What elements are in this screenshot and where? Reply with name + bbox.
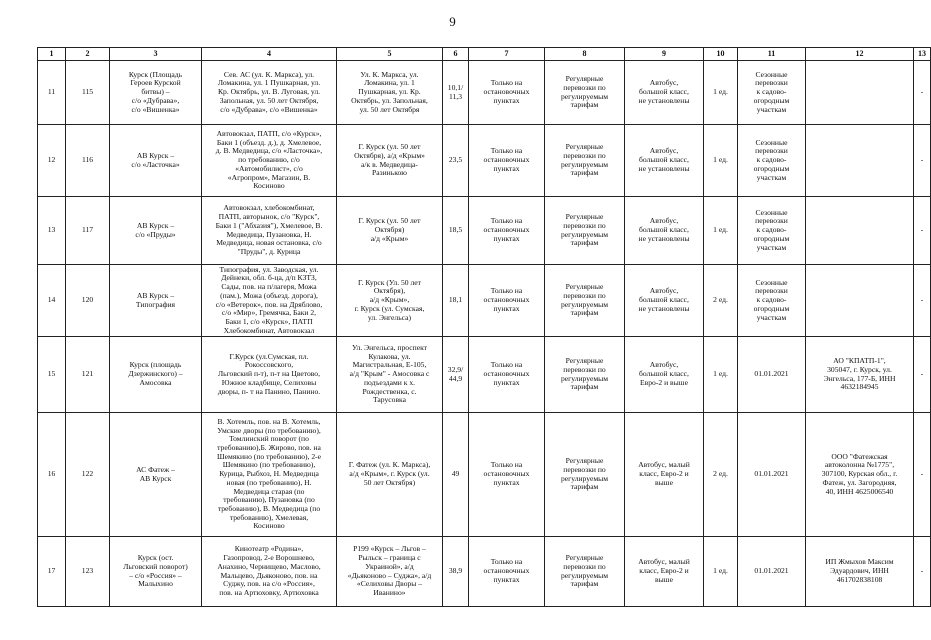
column-number: 9	[625, 48, 704, 61]
streets-roads	[337, 413, 443, 537]
boarding-procedure	[469, 413, 545, 537]
route-name	[110, 61, 202, 125]
column-number: 10	[704, 48, 738, 61]
route-number	[66, 61, 110, 125]
row-number	[38, 197, 66, 265]
stops-list-text: В. Хотемль, пов. на В. Хотемль, Умские дворы (по требованию), Томлинский поворот (по требованию),Б. Жирово, пов. на Шемякино (по требованию), 2-е Шемякино (по требованию), Курица, Рыбхоз, Н. Медведица новая (по требованию), Н. Медведица старая (по требованию), Пузановка (по требованию), В. Медведица (по требованию), Хмелевая, Косиново	[216, 416, 322, 531]
vehicle-class	[625, 125, 704, 197]
route-name-text: Курск (площадь Дзержинского) – Амосовка	[128, 360, 183, 387]
vehicle-count-text: 1 ед.	[713, 87, 728, 97]
notes-text: -	[920, 155, 924, 165]
streets-roads-text: Г. Курск (Ул. 50 лет Октября), а/д «Крым», г. Курск (ул. Сумская, ул. Энгельса)	[354, 277, 425, 322]
row-number-text: 13	[47, 225, 56, 235]
transport-type-text: Регулярные перевозки по регулируемым тарифам	[560, 74, 609, 110]
route-name	[110, 337, 202, 413]
column-number: 11	[738, 48, 806, 61]
streets-roads	[337, 125, 443, 197]
start-date	[738, 337, 806, 413]
vehicle-class-text: Автобус, большой класс, не установлены	[638, 146, 690, 173]
route-number	[66, 337, 110, 413]
row-number-text: 12	[47, 155, 56, 165]
transport-type-text: Регулярные перевозки по регулируемым тарифам	[560, 282, 609, 318]
carrier-info	[806, 61, 914, 125]
notes	[914, 537, 931, 607]
route-name-text: АВ Курск – Типография	[135, 290, 176, 309]
column-number: 2	[66, 48, 110, 61]
row-number	[38, 413, 66, 537]
transport-type	[545, 337, 625, 413]
vehicle-class-text: Автобус, малый класс, Евро-2 и выше	[638, 557, 690, 584]
carrier-info	[806, 125, 914, 197]
route-length	[443, 337, 469, 413]
route-number-text: 123	[81, 566, 94, 576]
route-length-text: 18,5	[448, 225, 463, 235]
table-row	[38, 61, 931, 125]
stops-list-text: Автовокзал, ПАТП, с/о «Курск», Баки 1 (объезд. д.), д. Хмелевое, д. В. Медведица, с/о «Ласточка», по требованию, с/о «Автомобилист», с/о «Агропром», Магазин, В. Косиново	[215, 128, 323, 191]
vehicle-count	[704, 413, 738, 537]
stops-list	[202, 337, 337, 413]
table-row	[38, 125, 931, 197]
row-number	[38, 337, 66, 413]
routes-table	[37, 47, 931, 607]
vehicle-count	[704, 197, 738, 265]
route-name	[110, 413, 202, 537]
stops-list	[202, 265, 337, 337]
route-length	[443, 265, 469, 337]
route-number	[66, 125, 110, 197]
vehicle-count-text: 1 ед.	[713, 225, 728, 235]
streets-roads	[337, 337, 443, 413]
route-name	[110, 537, 202, 607]
start-date-text: Сезонные перевозки к садово- огородным участкам	[753, 69, 790, 114]
route-length	[443, 61, 469, 125]
table-row	[38, 197, 931, 265]
start-date-text: Сезонные перевозки к садово- огородным участкам	[753, 277, 790, 322]
transport-type-text: Регулярные перевозки по регулируемым тарифам	[560, 212, 609, 248]
boarding-procedure	[469, 537, 545, 607]
row-number-text: 17	[47, 566, 56, 576]
boarding-procedure-text: Только на остановочных пунктах	[483, 460, 530, 487]
transport-type	[545, 413, 625, 537]
table-row	[38, 413, 931, 537]
column-number-row	[38, 48, 931, 61]
row-number	[38, 537, 66, 607]
vehicle-count-text: 2 ед.	[713, 295, 728, 305]
streets-roads-text: Г. Курск (ул. 50 лет Октября), а/д «Крым» а/к в. Медведица- Разинькою	[354, 142, 425, 178]
route-length-text: 10,1/ 11,3	[447, 82, 464, 101]
notes-text: -	[920, 87, 924, 97]
vehicle-class	[625, 197, 704, 265]
start-date	[738, 125, 806, 197]
start-date-text: 01.01.2021	[754, 469, 789, 479]
route-number	[66, 265, 110, 337]
column-number: 13	[914, 48, 931, 61]
row-number	[38, 265, 66, 337]
carrier-info	[806, 265, 914, 337]
start-date	[738, 265, 806, 337]
route-length-text: 38,9	[448, 566, 463, 576]
vehicle-class-text: Автобус, большой класс, не установлены	[638, 286, 690, 313]
streets-roads	[337, 61, 443, 125]
route-length	[443, 537, 469, 607]
route-number-text: 117	[81, 225, 94, 235]
carrier-info	[806, 537, 914, 607]
route-number-text: 116	[81, 155, 94, 165]
notes	[914, 197, 931, 265]
route-length	[443, 197, 469, 265]
route-number-text: 121	[81, 369, 94, 379]
vehicle-class	[625, 265, 704, 337]
stops-list-text: Автовокзал, хлебокомбинат, ПАТП, авторынок, с/о "Курск", Баки 1 ("Абхазия"), Хмелевое, В. Медведица, Пузановка, Н. Медведица, новая остановка, с/о "Пруды", д. Курица	[215, 203, 323, 256]
column-number: 1	[38, 48, 66, 61]
notes-text: -	[920, 566, 924, 576]
stops-list	[202, 197, 337, 265]
boarding-procedure	[469, 61, 545, 125]
vehicle-class	[625, 337, 704, 413]
boarding-procedure-text: Только на остановочных пунктах	[483, 360, 530, 387]
vehicle-count	[704, 125, 738, 197]
boarding-procedure-text: Только на остановочных пунктах	[483, 557, 530, 584]
start-date-text: Сезонные перевозки к садово- огородным участкам	[753, 207, 790, 252]
stops-list	[202, 61, 337, 125]
column-number: 3	[110, 48, 202, 61]
vehicle-count-text: 1 ед.	[713, 155, 728, 165]
vehicle-class-text: Автобус, большой класс, Евро-2 и выше	[639, 360, 689, 387]
boarding-procedure-text: Только на остановочных пунктах	[483, 78, 530, 105]
transport-type-text: Регулярные перевозки по регулируемым тарифам	[560, 356, 609, 392]
boarding-procedure-text: Только на остановочных пунктах	[483, 286, 530, 313]
route-name-text: АВ Курск – с/о «Пруды»	[135, 220, 176, 239]
vehicle-count	[704, 265, 738, 337]
row-number	[38, 61, 66, 125]
vehicle-class	[625, 61, 704, 125]
start-date	[738, 413, 806, 537]
vehicle-class	[625, 413, 704, 537]
transport-type	[545, 61, 625, 125]
stops-list-text: Г.Курск (ул.Сумская, пл. Рокоссовского, Льговский п-т), п-т на Цветово, Южное кладбище, Селиховы дворы, п- т на Панино, Панино.	[217, 351, 321, 396]
streets-roads-text: Г. Курск (ул. 50 лет Октября) а/д «Крым»	[358, 216, 421, 243]
route-name-text: АС Фатеж – АВ Курск	[136, 464, 175, 483]
route-number	[66, 537, 110, 607]
vehicle-count-text: 1 ед.	[713, 369, 728, 379]
vehicle-count	[704, 61, 738, 125]
boarding-procedure-text: Только на остановочных пунктах	[483, 146, 530, 173]
row-number-text: 15	[47, 369, 56, 379]
stops-list	[202, 413, 337, 537]
notes	[914, 265, 931, 337]
page-number: 9	[449, 14, 456, 29]
boarding-procedure	[469, 337, 545, 413]
carrier-info-text: ООО "Фатежская автоколонна №1775", 307100, Курская обл., г. Фатеж, ул. Загородняя, 40, ИНН 4625006540	[821, 451, 898, 496]
vehicle-count-text: 1 ед.	[713, 566, 728, 576]
vehicle-class	[625, 537, 704, 607]
start-date-text: Сезонные перевозки к садово- огородным участкам	[753, 137, 790, 182]
route-number-text: 122	[81, 469, 94, 479]
route-length-text: 49	[451, 469, 460, 479]
column-number: 12	[806, 48, 914, 61]
carrier-info-text: ИП Жмыхов Максим Эдуардович, ИНН 461702838108	[825, 557, 894, 584]
notes-text: -	[920, 469, 924, 479]
row-number-text: 16	[47, 469, 56, 479]
start-date-text: 01.01.2021	[754, 566, 789, 576]
notes-text: -	[920, 295, 924, 305]
streets-roads-text: Ул. Энгельса, проспект Кулакова, ул. Магистральная, Е-105, а/д "Крым" - Амосовка с подъездами к х. Рождественка, с. Тарусовка	[349, 342, 430, 405]
route-number-text: 115	[81, 87, 94, 97]
carrier-info	[806, 413, 914, 537]
table-row	[38, 265, 931, 337]
carrier-info	[806, 337, 914, 413]
route-name-text: Курск (ост. Льговский поворот) – с/о «Россия» – Малыхино	[123, 553, 188, 589]
stops-list	[202, 537, 337, 607]
streets-roads-text: Р199 «Курск – Льгов – Рыльск – граница с Украиной», а/д «Дьяконово – Суджа», а/д «Селиховы Дворы – Иванино»	[347, 544, 432, 597]
transport-type-text: Регулярные перевозки по регулируемым тарифам	[560, 456, 609, 492]
column-number: 8	[545, 48, 625, 61]
streets-roads	[337, 197, 443, 265]
notes-text: -	[920, 369, 924, 379]
notes	[914, 337, 931, 413]
route-length-text: 18,1	[448, 295, 463, 305]
column-number: 5	[337, 48, 443, 61]
start-date-text: 01.01.2021	[754, 369, 789, 379]
route-name-text: АВ Курск – с/о «Ласточка»	[131, 150, 180, 169]
route-name	[110, 125, 202, 197]
vehicle-class-text: Автобус, малый класс, Евро-2 и выше	[638, 460, 690, 487]
transport-type-text: Регулярные перевозки по регулируемым тарифам	[560, 553, 609, 589]
boarding-procedure	[469, 265, 545, 337]
column-number: 7	[469, 48, 545, 61]
route-number	[66, 197, 110, 265]
row-number-text: 11	[47, 87, 56, 97]
vehicle-count	[704, 337, 738, 413]
vehicle-class-text: Автобус, большой класс, не установлены	[638, 78, 690, 105]
carrier-info-text: АО "КПАТП-1", 305047, г. Курск, ул. Энгельса, 177-Б, ИНН 4632184945	[823, 356, 896, 392]
route-length	[443, 413, 469, 537]
streets-roads	[337, 265, 443, 337]
notes	[914, 125, 931, 197]
boarding-procedure	[469, 125, 545, 197]
start-date	[738, 537, 806, 607]
vehicle-class-text: Автобус, большой класс, не установлены	[638, 216, 690, 243]
route-number-text: 120	[81, 295, 94, 305]
stops-list-text: Сев. АС (ул. К. Маркса), ул. Ломакина, ул. 1 Пушкарная, ул. Кр. Октябрь, ул. В. Луговая, ул. Запольная, ул. 50 лет Октября, с/о «Дубрава», с/о «Вишенка»	[217, 69, 321, 114]
table-row	[38, 537, 931, 607]
transport-type-text: Регулярные перевозки по регулируемым тарифам	[560, 142, 609, 178]
vehicle-count	[704, 537, 738, 607]
vehicle-count-text: 2 ед.	[713, 469, 728, 479]
route-number	[66, 413, 110, 537]
row-number-text: 14	[47, 295, 56, 305]
carrier-info	[806, 197, 914, 265]
column-number: 4	[202, 48, 337, 61]
start-date	[738, 61, 806, 125]
route-length-text: 23,5	[448, 155, 463, 165]
transport-type	[545, 125, 625, 197]
row-number	[38, 125, 66, 197]
transport-type	[545, 197, 625, 265]
start-date	[738, 197, 806, 265]
notes-text: -	[920, 225, 924, 235]
transport-type	[545, 537, 625, 607]
stops-list-text: Кинотеатр «Родина», Газопровод, 2-е Ворошнево, Анахино, Чернищево, Маслово, Мальцево, Дьяконово, пов. на Суджу, пов. на с/о «Россия», пов. на Артюховку, Артюховка	[217, 544, 321, 597]
notes	[914, 61, 931, 125]
transport-type	[545, 265, 625, 337]
column-number: 6	[443, 48, 469, 61]
streets-roads	[337, 537, 443, 607]
route-name	[110, 265, 202, 337]
route-length	[443, 125, 469, 197]
table-row	[38, 337, 931, 413]
notes	[914, 413, 931, 537]
streets-roads-text: Ул. К. Маркса, ул. Ломакина, ул. 1 Пушкарная, ул. Кр. Октябрь, ул. Запольная, ул. 50 лет Октября	[351, 69, 428, 114]
route-name	[110, 197, 202, 265]
route-length-text: 32,9/ 44,9	[447, 364, 464, 383]
stops-list-text: Типография, ул. Заводская, ул. Дейнеки, обл. б-ца, д/п КЗТЗ, Сады, пов. на п/лагеря, Можа (пам.), Можа (объезд. дорога), с/о «Ветерок», пов. на Дряблово, с/о «Мир», Гремячка, Баки 2, Баки 1, с/о «Курск», ПАТП Хлебокомбинат, Автовокзал	[215, 264, 323, 335]
boarding-procedure	[469, 197, 545, 265]
streets-roads-text: Г. Фатеж (ул. К. Маркса), а/д «Крым», г. Курск (ул. 50 лет Октября)	[348, 460, 431, 487]
stops-list	[202, 125, 337, 197]
boarding-procedure-text: Только на остановочных пунктах	[483, 216, 530, 243]
route-name-text: Курск (Площадь Героев Курской битвы) – с/о «Дубрава», с/о «Вишенка»	[128, 69, 183, 114]
